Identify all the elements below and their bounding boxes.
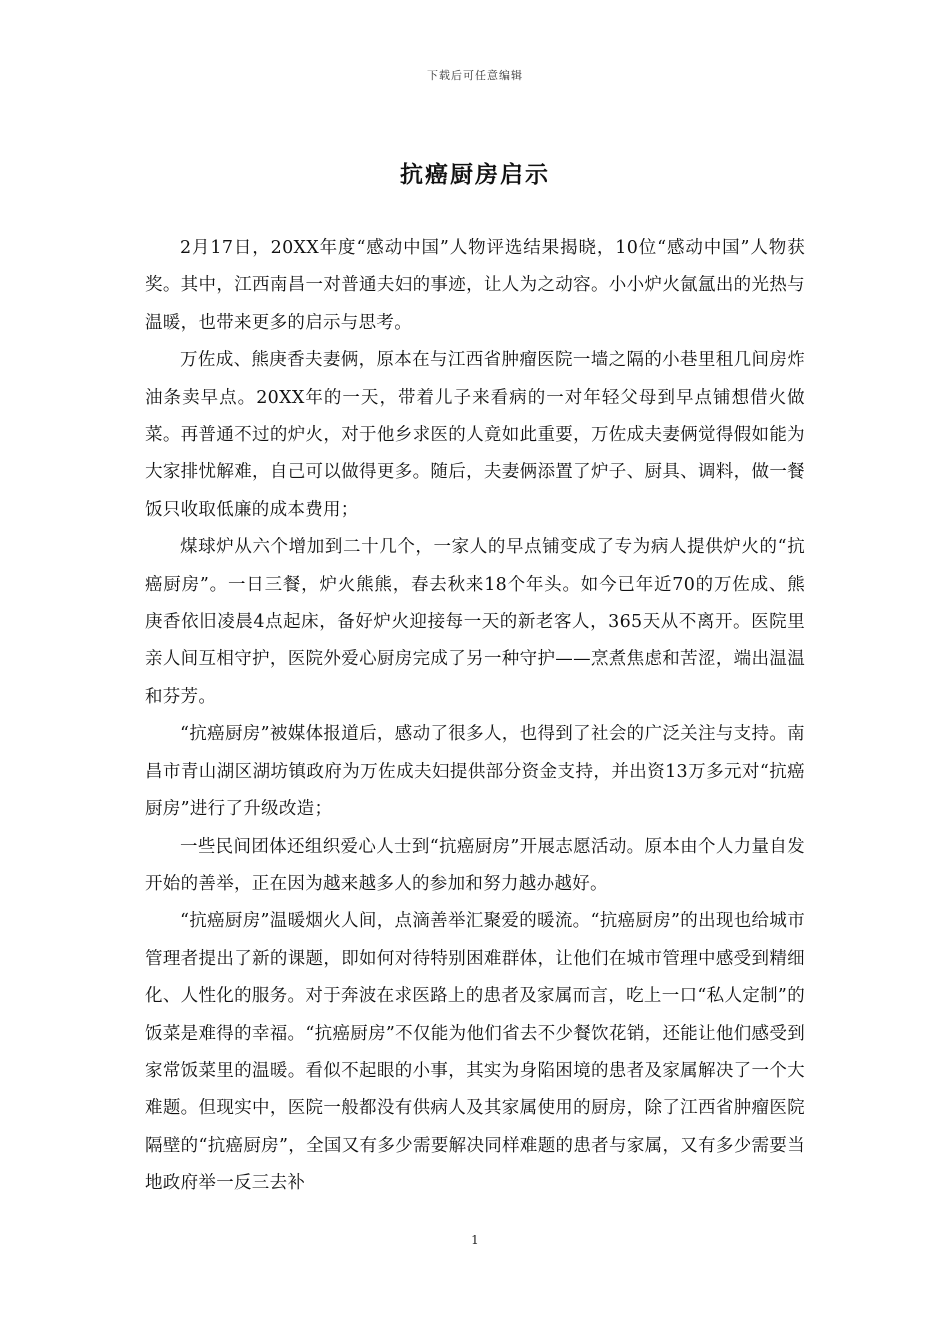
document-body <box>145 230 805 1203</box>
document-title: 抗癌厨房启示 <box>400 161 550 188</box>
paragraph-1: 2月17日，20XX年度“感动中国”人物评选结果揭晓，10位“感动中国”人物获奖。其中，江西南昌一对普通夫妇的事迹，让人为之动容。小小炉火氤氲出的光热与温暖，也带来更多的启示与思考。 <box>145 238 805 333</box>
paragraph-4: “抗癌厨房”被媒体报道后，感动了很多人，也得到了社会的广泛关注与支持。南昌市青山湖区湖坊镇政府为万佐成夫妇提供部分资金支持，并出资13万多元对“抗癌厨房”进行了升级改造； <box>145 724 805 820</box>
paragraph-3: 煤球炉从六个增加到二十几个，一家人的早点铺变成了专为病人提供炉火的“抗癌厨房”。一日三餐，炉火熊熊，春去秋来18个年头。如今已年近70的万佐成、熊庚香依旧凌晨4点起床，备好炉火迎接每一天的新老客人，365天从不离开。医院里亲人间互相守护，医院外爱心厨房完成了另一种守护——烹煮焦虑和苦涩，端出温温和芬芳。 <box>145 537 805 707</box>
paragraph-5: 一些民间团体还组织爱心人士到“抗癌厨房”开展志愿活动。原本由个人力量自发开始的善举，正在因为越来越多人的参加和努力越办越好。 <box>145 836 805 894</box>
page-header-note: 下载后可任意编辑 <box>427 69 523 82</box>
page-number: 1 <box>471 1233 479 1247</box>
paragraph-6: “抗癌厨房”温暖烟火人间，点滴善举汇聚爱的暖流。“抗癌厨房”的出现也给城市管理者提出了新的课题，即如何对待特别困难群体，让他们在城市管理中感受到精细化、人性化的服务。对于奔波在求医路上的患者及家属而言，吃上一口“私人定制”的饭菜是难得的幸福。“抗癌厨房”不仅能为他们省去不少餐饮花销，还能让他们感受到家常饭菜里的温暖。看似不起眼的小事，其实为身陷困境的患者及家属解决了一个大难题。但现实中，医院一般都没有供病人及其家属使用的厨房，除了江西省肿瘤医院隔壁的“抗癌厨房”，全国又有多少需要解决同样难题的患者与家属，又有多少需要当地政府举一反三去补 <box>145 911 805 1194</box>
paragraph-2: 万佐成、熊庚香夫妻俩，原本在与江西省肿瘤医院一墙之隔的小巷里租几间房炸油条卖早点。20XX年的一天，带着儿子来看病的一对年轻父母到早点铺想借火做菜。再普通不过的炉火，对于他乡求医的人竟如此重要，万佐成夫妻俩觉得假如能为大家排忧解难，自己可以做得更多。随后，夫妻俩添置了炉子、厨具、调料，做一餐饭只收取低廉的成本费用； <box>145 350 805 520</box>
